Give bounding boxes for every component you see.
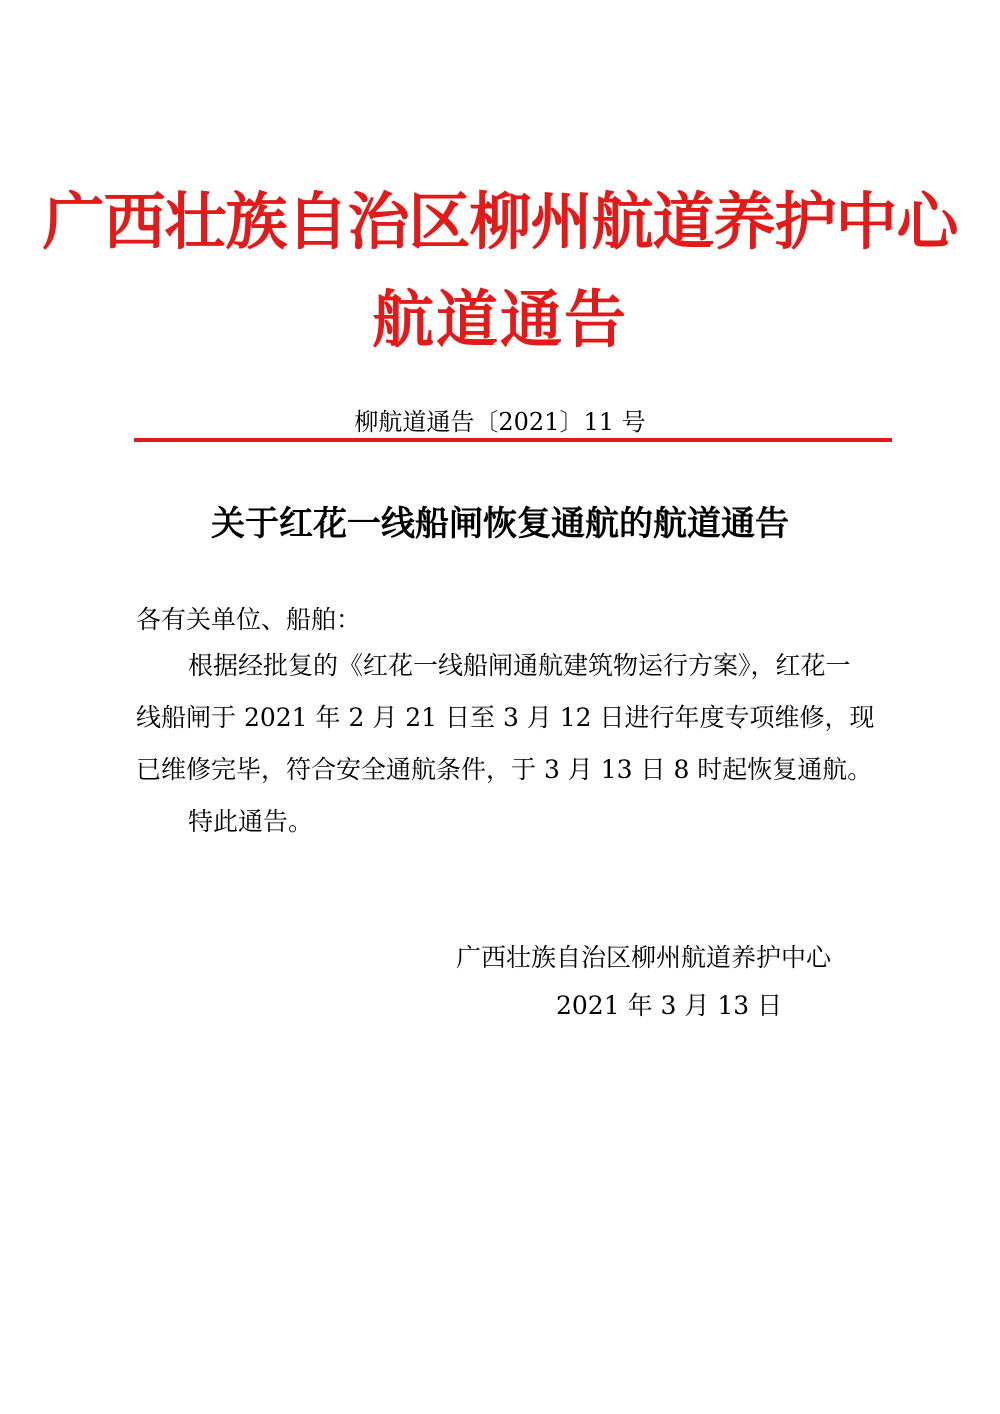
header-document-type: 航道通告	[371, 283, 628, 356]
notice-title: 关于红花一线船闸恢复通航的航道通告	[211, 504, 789, 544]
salutation: 各有关单位、船舶：	[136, 605, 362, 634]
document-number: 柳航道通告〔2021〕11 号	[354, 408, 646, 436]
body-paragraph-line-2: 线船闸于 2021 年 2 月 21 日至 3 月 12 日进行年度专项维修，现	[136, 703, 875, 732]
header-organization: 广西壮族自治区柳州航道养护中心	[42, 185, 958, 258]
red-divider-line	[134, 438, 892, 442]
signature-organization: 广西壮族自治区柳州航道养护中心	[456, 943, 832, 972]
body-paragraph-line-3: 已维修完毕，符合安全通航条件，于 3 月 13 日 8 时起恢复通航。	[136, 755, 873, 784]
body-paragraph-line-1: 根据经批复的《红花一线船闸通航建筑物运行方案》，红花一	[188, 651, 851, 680]
closing-remark: 特此通告。	[188, 807, 314, 836]
signature-date: 2021 年 3 月 13 日	[556, 991, 783, 1020]
